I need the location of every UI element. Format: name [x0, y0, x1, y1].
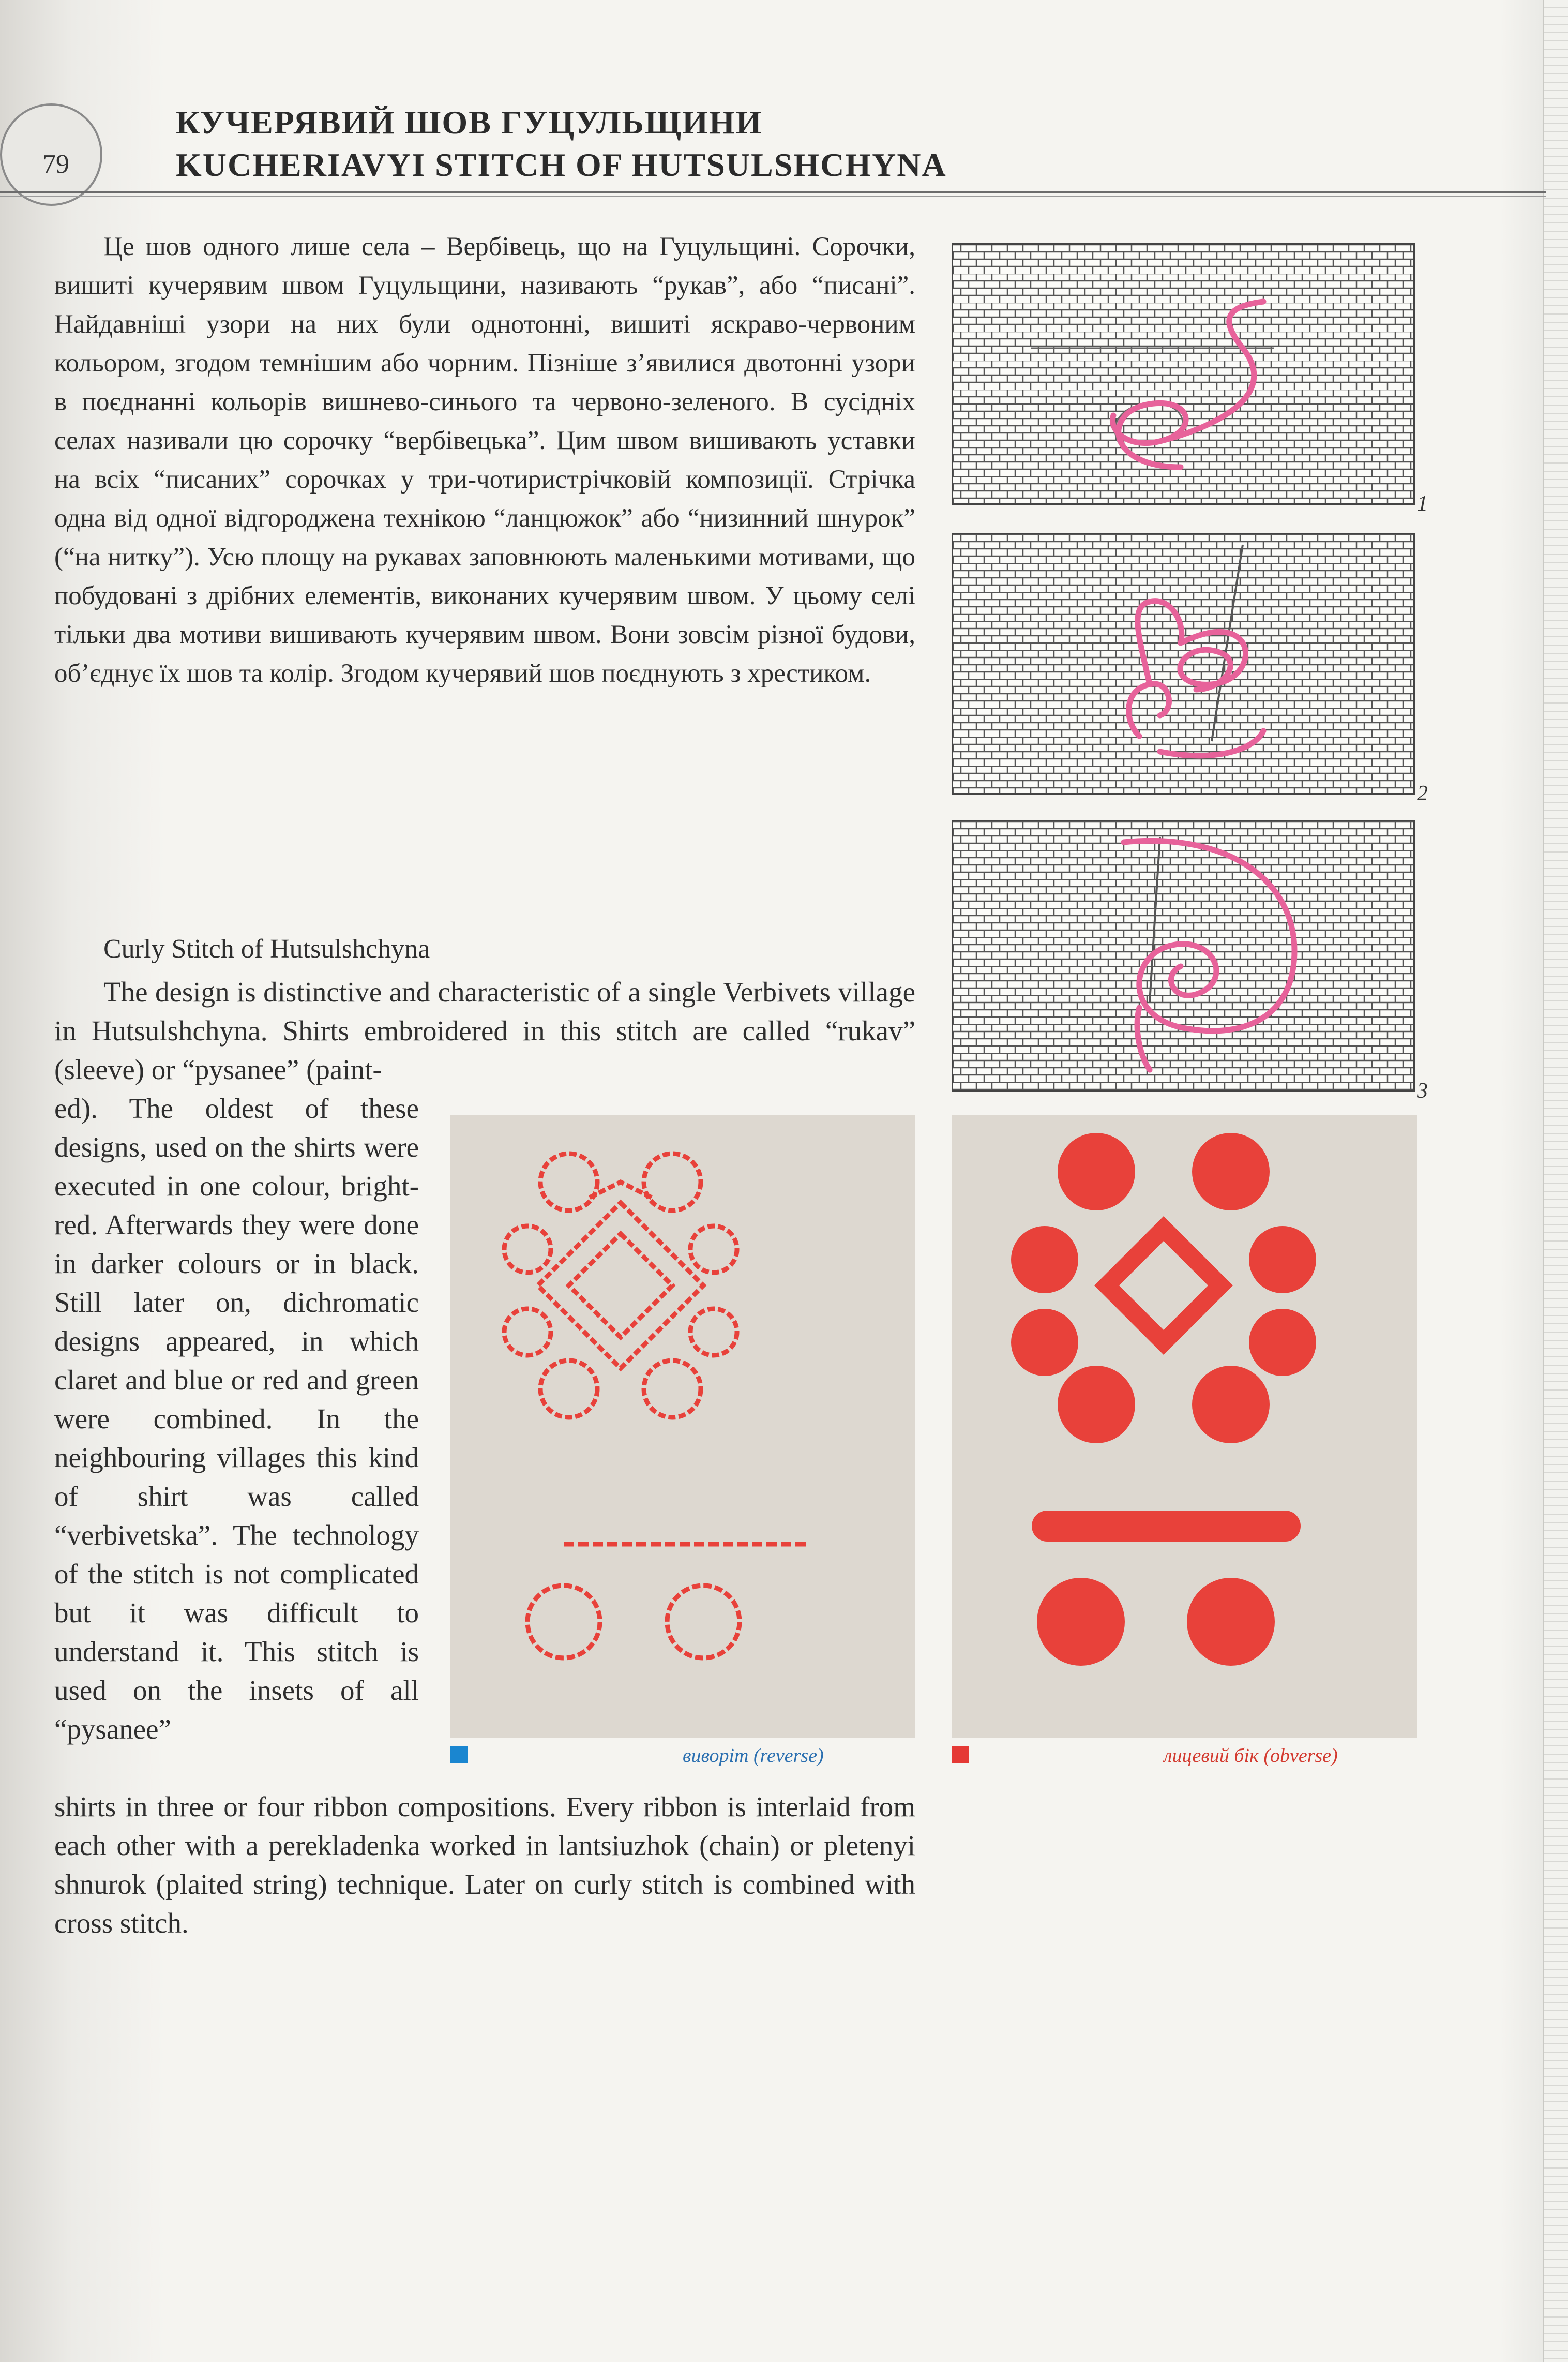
page-title-ukrainian: КУЧЕРЯВИЙ ШОВ ГУЦУЛЬЩИНИ	[176, 104, 763, 141]
obverse-color-swatch	[952, 1746, 969, 1763]
english-paragraph-part1: The design is distinctive and characteristic of a single Verbivets village in Hutsulshchyna. Shirts embroidered in this stitch are called “rukav” (sleeve) or “pysanee” (paint-	[54, 976, 915, 1085]
embroidery-photo-reverse	[450, 1115, 915, 1738]
reverse-color-swatch	[450, 1746, 468, 1763]
obverse-caption: лицевий бік (obverse)	[1164, 1745, 1338, 1767]
page-number: 79	[42, 150, 69, 179]
ukrainian-paragraph: Це шов одного лише села – Вербівець, що на Гуцульщині. Сорочки, вишиті кучерявим швом Гуцульщини, називають “рукав”, або “писані”. Найдавніші узори на них були однотонні, вишиті яскраво-червоним кольором, згодом темнішим або чорним. Пізніше з’явилися двотонні узори в поєднанні кольорів вишнево-синього та червоно-зеленого. В сусідніх селах називали цю сорочку “вербівецька”. Цим швом вишивають уставки на всіх “писаних” сорочках у три-чотиристрічковій композиції. Стрічка одна від одної відгороджена технікою “ланцюжок” або “низинний шнурок” (“на нитку”). Усю площу на рукавах заповнюють маленькими мотивами, що побудовані з дрібних елементів, виконаних кучерявим швом. У цьому селі тільки два мотиви вишивають кучерявим швом. Вони зовсім різної будови, об’єднує їх шов та колір. Згодом кучерявий шов поєднують з хрестиком.	[54, 232, 915, 688]
diagram-label-3: 3	[1417, 1079, 1428, 1103]
english-text-top	[54, 973, 915, 1089]
page-edge	[1543, 0, 1568, 2362]
ukrainian-text	[54, 228, 915, 693]
header-rule	[0, 191, 1546, 197]
diagram-label-1: 1	[1417, 492, 1428, 516]
english-subheading: Curly Stitch of Hutsulshchyna	[103, 934, 430, 964]
stitch-diagram-3	[952, 820, 1415, 1092]
english-text-bottom	[54, 1787, 915, 1942]
stitch-diagram-1	[952, 243, 1415, 505]
page-title-english: KUCHERIAVYI STITCH OF HUTSULSHCHYNA	[176, 146, 947, 183]
embroidery-photo-obverse	[952, 1115, 1417, 1738]
stitch-diagram-2	[952, 533, 1415, 795]
reverse-caption: виворіт (reverse)	[683, 1745, 824, 1767]
english-text-column	[54, 1089, 419, 1748]
english-paragraph-part2: ed). The oldest of these designs, used on the shirts were executed in one colour, bright-red. Afterwards they were done in darker colours or in black. Still later on, dichromatic designs appeared, in which claret and blue or red and green were combined. In the neighbouring villages this kind of shirt was called “verbivetska”. The technology of the stitch is not complicated but it was difficult to understand it. This stitch is used on the insets of all “pysanee”	[54, 1093, 419, 1745]
diagram-label-2: 2	[1417, 782, 1428, 805]
english-paragraph-part3: shirts in three or four ribbon compositions. Every ribbon is interlaid from each other with a perekladenka worked in lantsiuzhok (chain) or pletenyi shnurok (plaited string) technique. Later on curly stitch is combined with cross stitch.	[54, 1791, 915, 1939]
